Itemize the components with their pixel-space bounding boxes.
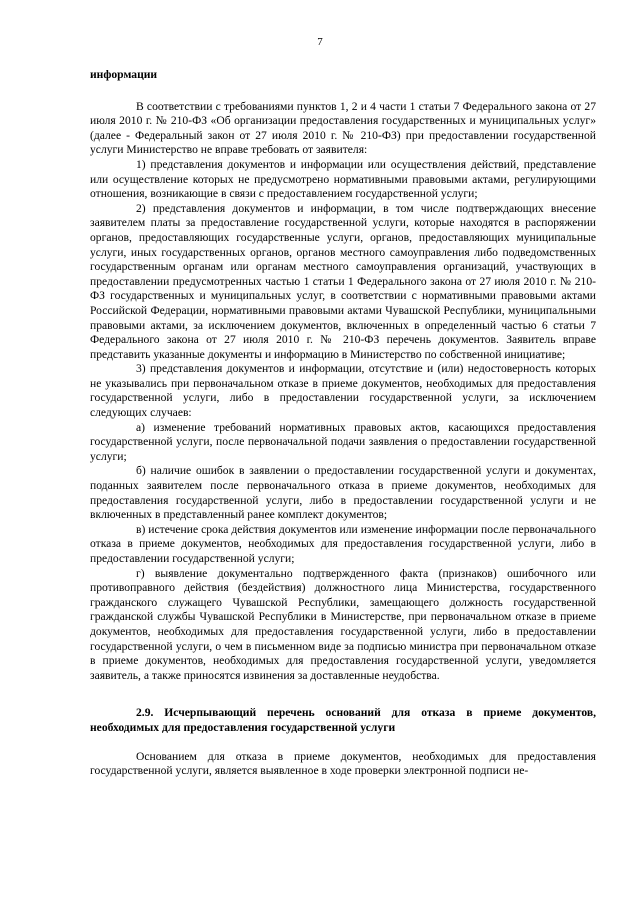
page-number: 7	[317, 36, 323, 48]
paragraph-subitem-g: г) выявление документально подтвержденного факта (признаков) ошибочного или противоправного действия (бездействия) должностного лица Министерства, государственного гражданского служащего Чувашской Республики, замещающего должность государственной гражданской службы Чувашской Республики в Министерстве, при первоначальном отказе в приеме документов, необходимых для предоставления государственной услуги, либо в предоставлении государственной услуги, о чем в письменном виде за подписью министра при первоначальном отказе в приеме документов, необходимых для предоставления государственной услуги, уведомляется заявитель, а также приносятся извинения за доставленные неудобства.	[90, 566, 596, 682]
document-body	[90, 68, 596, 779]
section-heading: 2.9. Исчерпывающий перечень оснований для отказа в приеме документов, необходимых для предоставления государственной услуги	[90, 706, 596, 734]
continued-heading: информации	[90, 68, 158, 81]
paragraph-final: Основанием для отказа в приеме документов, необходимых для предоставления государственной услуги, является выявленное в ходе проверки электронной подписи не-	[90, 749, 596, 778]
paragraph-subitem-b: б) наличие ошибок в заявлении о предоставлении государственной услуги и документах, поданных заявителем после первоначального отказа в приеме документов, необходимых для предоставления государственной услуги, либо в предоставлении государственной услуги и не включенных в представленный ранее комплект документов;	[90, 464, 596, 522]
paragraph-subitem-v: в) истечение срока действия документов или изменение информации после первоначального отказа в приеме документов, необходимых для предоставления государственной услуги, либо в предоставлении государственной услуги;	[90, 522, 596, 565]
paragraph-item-3: 3) представления документов и информации, отсутствие и (или) недостоверность которых не указывались при первоначальном отказе в приеме документов, необходимых для предоставления государственной услуги, либо в предоставлении государственной услуги, за исключением следующих случаев:	[90, 362, 596, 420]
paragraph-item-1: 1) представления документов и информации или осуществления действий, представление или осуществление которых не предусмотрено нормативными правовыми актами, регулирующими отношения, возникающие в связи с предоставлением государственной услуги;	[90, 157, 596, 201]
paragraph-subitem-a: а) изменение требований нормативных правовых актов, касающихся предоставления государственной услуги, после первоначальной подачи заявления о предоставлении государственной услуги;	[90, 420, 596, 463]
paragraph-intro: В соответствии с требованиями пунктов 1, 2 и 4 части 1 статьи 7 Федерального закона от 27 июля 2010 г. № 210-ФЗ «Об организации предоставления государственных и муниципальных услуг» (далее - Федеральный закон от 27 июля 2010 г. № 210-ФЗ) при предоставлении государственной услуги Министерство не вправе требовать от заявителя:	[90, 99, 596, 157]
paragraph-item-2: 2) представления документов и информации, в том числе подтверждающих внесение заявителем платы за предоставление государственной услуги, которые находятся в распоряжении органов, предоставляющих государственные услуги, органов, предоставляющих муниципальные услуги, иных государственных органов, органов местного самоуправления либо подведомственных государственным органам или органам местного самоуправления организаций, участвующих в предоставлении предусмотренных частью 1 статьи 1 Федерального закона от 27 июля 2010 г. № 210-ФЗ государственных и муниципальных услуг, в соответствии с нормативными правовыми актами Российской Федерации, нормативными правовыми актами Чувашской Республики, муниципальными правовыми актами, за исключением документов, включенных в определенный частью 6 статьи 7 Федерального закона от 27 июля 2010 г. № 210-ФЗ перечень документов. Заявитель вправе представить указанные документы и информацию в Министерство по собственной инициативе;	[90, 201, 596, 361]
